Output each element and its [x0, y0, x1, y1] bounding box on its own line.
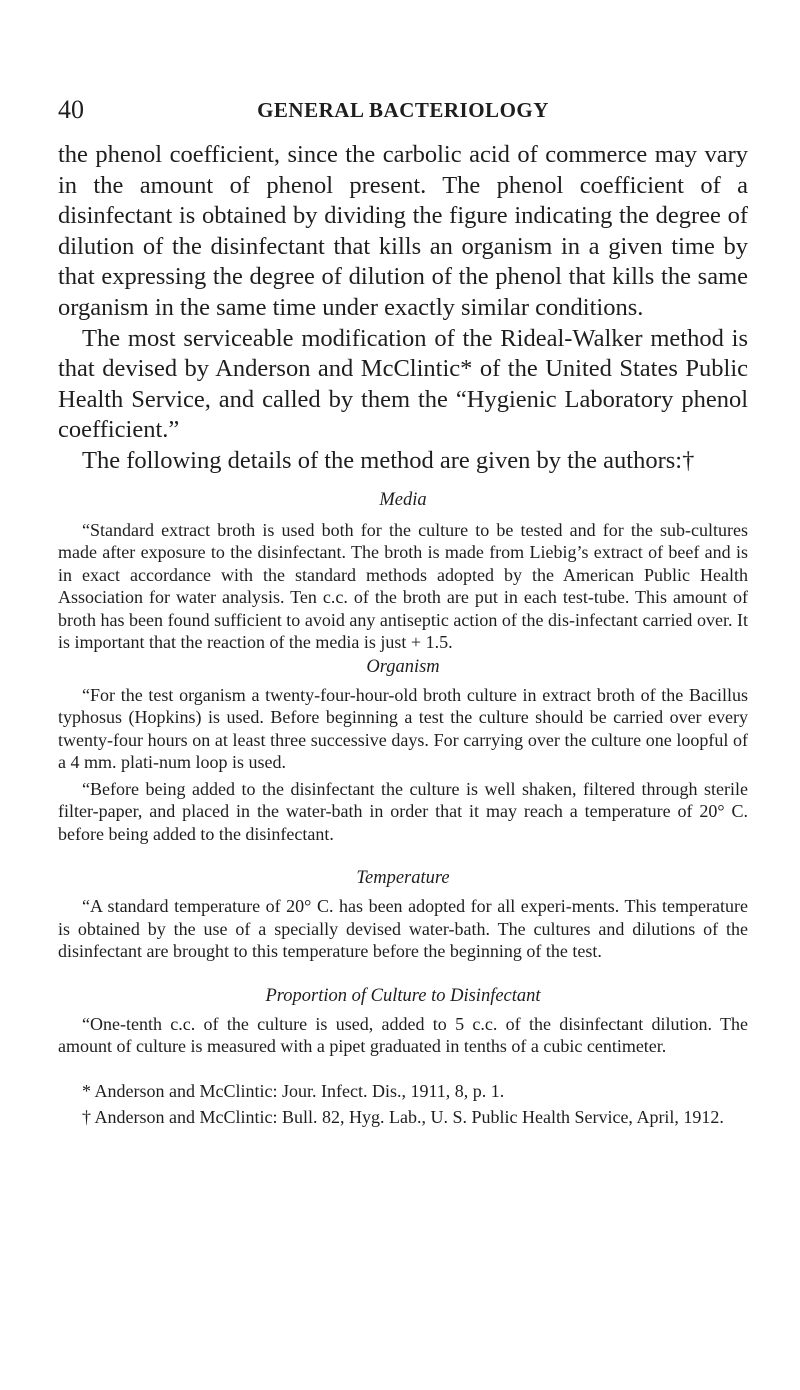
paragraph-organism-1: “For the test organism a twenty-four-hour-old broth culture in extract broth of the Bacillus typhosus (Hopkins) is used. Before beginning a test the culture should be carried over every twenty-four hours on at least three successive days. For carrying over the culture one loopful of a 4 mm. plati-num loop is used. [58, 684, 748, 773]
page-body [58, 140, 748, 1129]
paragraph-following-details: The following details of the method are given by the authors:† [82, 446, 695, 474]
paragraph-proportion: “One-tenth c.c. of the culture is used, added to 5 c.c. of the disinfectant dilution. The amount of culture is measured with a pipet graduated in tenths of a cubic centimeter. [58, 1013, 748, 1057]
paragraph-phenol-coefficient: the phenol coefficient, since the carbolic acid of commerce may vary in the amount of phenol present. The phenol coefficient of a disinfectant is obtained by dividing the figure indicating the degree of dilution of the disinfectant that kills an organism in a given time by that expressing the degree of dilution of the phenol that kills the same organism in the same time under exactly similar conditions. [58, 141, 748, 321]
paragraph-organism-2: “Before being added to the disinfectant the culture is well shaken, filtered through sterile filter-paper, and placed in the water-bath in order that it may reach a temperature of 20° C. before being added to the disinfectant. [58, 778, 748, 844]
section-heading-media: Media [379, 489, 427, 510]
section-heading-organism: Organism [366, 656, 440, 677]
running-head: GENERAL BACTERIOLOGY [257, 98, 549, 122]
section-heading-temperature: Temperature [356, 868, 450, 889]
page-number: 40 [58, 95, 84, 124]
section-heading-proportion: Proportion of Culture to Disinfectant [265, 985, 541, 1006]
page-header [58, 92, 748, 128]
footnote-1: * Anderson and McClintic: Jour. Infect. Dis., 1911, 8, p. 1. [82, 1080, 505, 1101]
paragraph-temperature: “A standard temperature of 20° C. has been adopted for all experi-ments. This temperature is obtained by the use of a specially devised water-bath. The cultures and dilutions of the disinfectant are brought to this temperature before the beginning of the test. [58, 896, 748, 962]
paragraph-media: “Standard extract broth is used both for the culture to be tested and for the sub-cultures made after exposure to the disinfectant. The broth is made from Liebig’s extract of beef and is in exact accordance with the standard methods adopted by the American Public Health Association for water analysis. Ten c.c. of the broth are put in each test-tube. This amount of broth has been found sufficient to avoid any antiseptic action of the dis-infectant carried over. It is important that the reaction of the media is just + 1.5. [58, 519, 748, 653]
footnote-2: † Anderson and McClintic: Bull. 82, Hyg. Lab., U. S. Public Health Service, April, 1912. [82, 1107, 724, 1128]
paragraph-rideal-walker: The most serviceable modification of the Rideal-Walker method is that devised by Anderson and McClintic* of the United States Public Health Service, and called by them the “Hygienic Laboratory phenol coefficient.” [58, 324, 748, 444]
